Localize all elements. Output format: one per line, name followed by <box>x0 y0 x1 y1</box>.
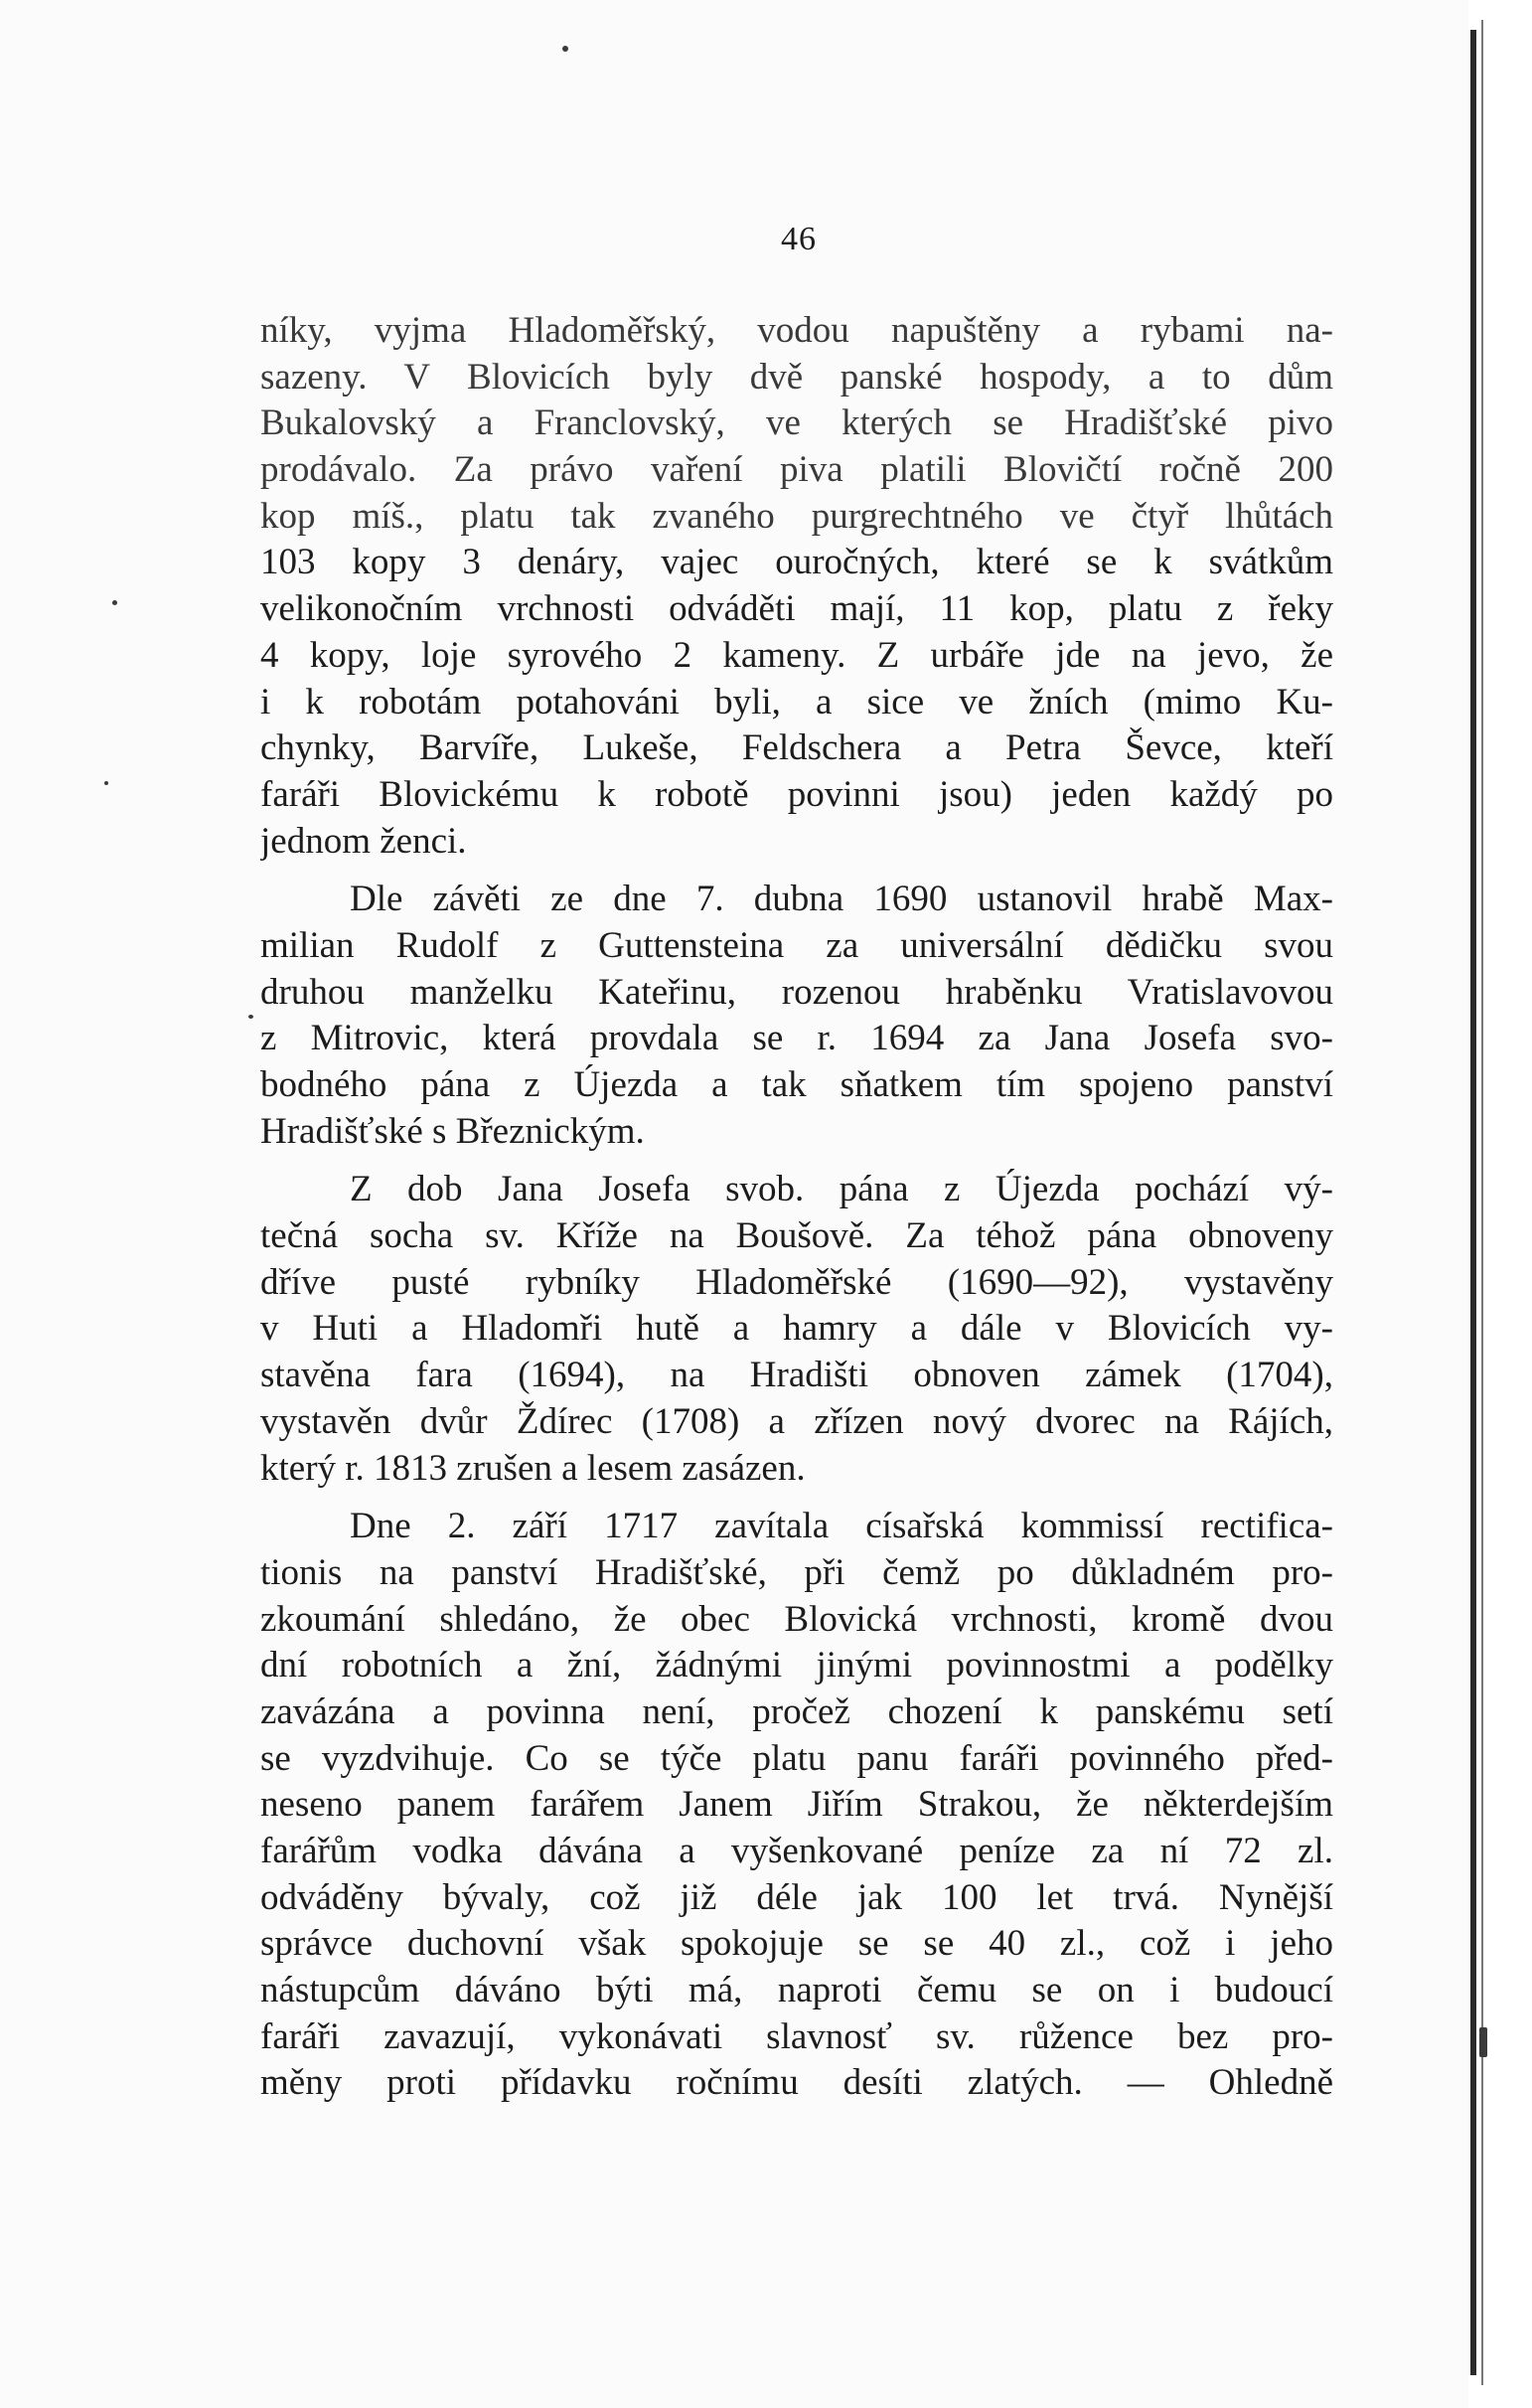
text-line: Z dob Jana Josefa svob. pána z Újezda pochází vý- <box>350 1169 1333 1210</box>
text-line: faráři zavazují, vykonávati slavnosť sv. růžence bez pro- <box>260 2015 1333 2057</box>
text-line: odváděny bývaly, což již déle jak 100 let trvá. Nynější <box>260 1876 1333 1918</box>
paragraph <box>260 877 1333 1155</box>
text-line: neseno panem farářem Janem Jiřím Strakou, že některdejším <box>260 1784 1333 1826</box>
text-line: se vyzdvihuje. Co se týče platu panu faráři povinného před- <box>260 1737 1333 1779</box>
text-line: 4 kopy, loje syrového 2 kameny. Z urbáře jde na jevo, že <box>260 634 1333 676</box>
text-line: který r. 1813 zrušen a lesem zasázen. <box>260 1447 806 1489</box>
text-line: zavázána a povinna není, pročež chození k panskému setí <box>260 1690 1333 1732</box>
text-line: tečná socha sv. Kříže na Boušově. Za téhož pána obnoveny <box>260 1215 1333 1257</box>
paragraph-gap <box>260 1155 1333 1167</box>
scan-speck <box>248 1015 253 1019</box>
text-line: Dle závěti ze dne 7. dubna 1690 ustanovil hrabě Max- <box>350 879 1333 920</box>
text-line: dříve pusté rybníky Hladoměřské (1690—92), vystavěny <box>260 1261 1333 1303</box>
page-number: 46 <box>781 221 817 257</box>
text-line: Hradišťské s Březnickým. <box>260 1110 645 1152</box>
text-line: farářům vodka dávána a vyšenkované peníze za ní 72 zl. <box>260 1831 1333 1871</box>
text-line: prodávalo. Za právo vaření piva platili Blovičtí ročně 200 <box>260 449 1333 491</box>
scan-speck <box>1479 2027 1487 2057</box>
text-line: i k robotám potahováni byli, a sice ve žních (mimo Ku- <box>260 681 1333 722</box>
text-line: níky, vyjma Hladoměřský, vodou napuštěny a rybami na- <box>260 310 1333 351</box>
text-line: jednom ženci. <box>260 820 467 862</box>
scan-speck <box>104 781 108 785</box>
text-line: milian Rudolf z Guttensteina za universální dědičku svou <box>260 924 1333 966</box>
page-edge-shadow <box>1470 30 1476 2375</box>
text-line: velikonočním vrchnosti odváděti mají, 11 kop, platu z řeky <box>260 588 1333 630</box>
text-line: bodného pána z Újezda a tak sňatkem tím spojeno panství <box>260 1064 1333 1105</box>
text-line: v Huti a Hladomři hutě a hamry a dále v Blovicích vy- <box>260 1308 1333 1350</box>
text-line: 103 kopy 3 denáry, vajec ouročných, které se k svátkům <box>260 542 1333 583</box>
paragraph-gap <box>260 1492 1333 1504</box>
text-line: sazeny. V Blovicích byly dvě panské hospody, a to dům <box>260 356 1333 398</box>
text-line: tionis na panství Hradišťské, při čemž po důkladném pro- <box>260 1551 1333 1593</box>
body-text <box>260 308 1333 2107</box>
scan-speck <box>112 600 117 605</box>
text-line: nástupcům dáváno býti má, naproti čemu se on i budoucí <box>260 1970 1333 2011</box>
text-line: stavěna fara (1694), na Hradišti obnoven zámek (1704), <box>260 1355 1333 1396</box>
paragraph <box>260 1504 1333 2107</box>
text-line: zkoumání shledáno, že obec Blovická vrchnosti, kromě dvou <box>260 1598 1333 1640</box>
text-line: faráři Blovickému k robotě povinni jsou) jeden každý po <box>260 773 1333 815</box>
text-line: chynky, Barvíře, Lukeše, Feldschera a Petra Ševce, kteří <box>260 727 1333 769</box>
text-line: správce duchovní však spokojuje se se 40 zl., což i jeho <box>260 1923 1333 1965</box>
paragraph <box>260 1167 1333 1492</box>
text-line: z Mitrovic, která provdala se r. 1694 za Jana Josefa svo- <box>260 1018 1333 1059</box>
scan-speck <box>562 46 568 52</box>
text-line: měny proti přídavku ročnímu desíti zlatých. — Ohledně <box>260 2062 1333 2104</box>
text-line: dní robotních a žní, žádnými jinými povinnostmi a podělky <box>260 1645 1333 1686</box>
text-line: kop míš., platu tak zvaného purgrechtného ve čtyř lhůtách <box>260 495 1333 537</box>
paragraph <box>260 308 1333 865</box>
text-line: druhou manželku Kateřinu, rozenou hraběnku Vratislavovou <box>260 971 1333 1013</box>
page-edge <box>1468 0 1532 2408</box>
text-line: Dne 2. září 1717 zavítala císařská kommissí rectifica- <box>350 1506 1333 1547</box>
text-line: Bukalovský a Franclovský, ve kterých se Hradišťské pivo <box>260 402 1333 444</box>
text-line: vystavěn dvůr Ždírec (1708) a zřízen nový dvorec na Rájích, <box>260 1400 1333 1442</box>
paragraph-gap <box>260 865 1333 877</box>
